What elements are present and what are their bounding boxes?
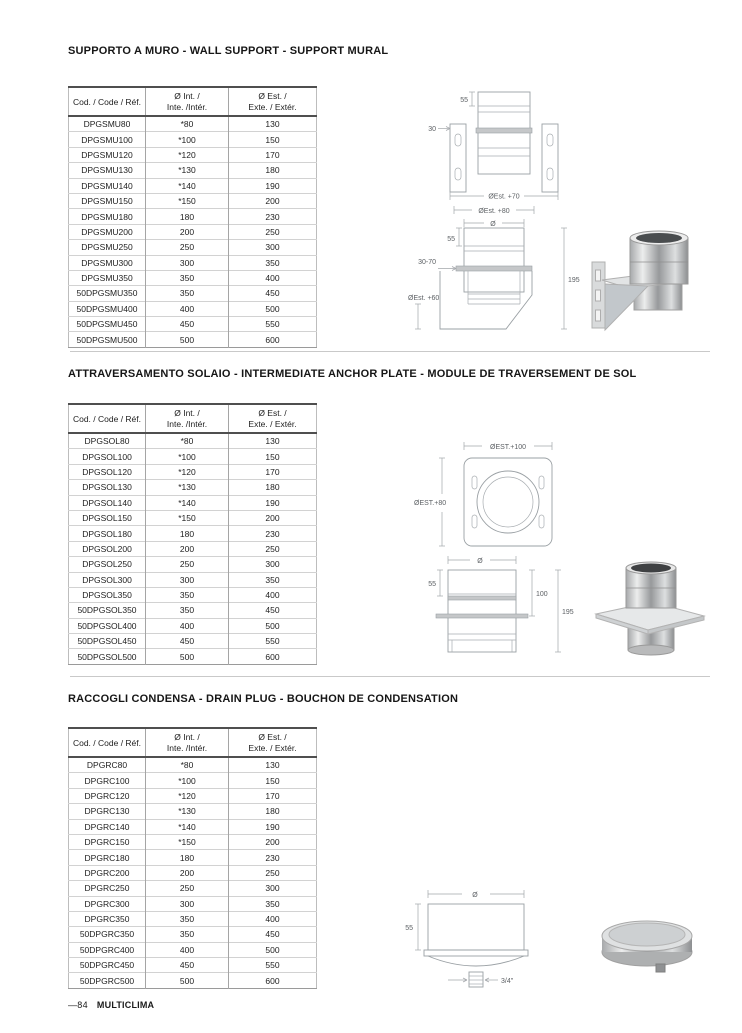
table-cell: 230 [229,850,317,865]
table-cell: DPGRC200 [69,865,146,880]
table-header-row [69,404,317,433]
table-cell: 180 [146,209,229,224]
table-row [69,973,317,988]
table-cell: DPGRC80 [86,760,128,771]
table-cell: 230 [229,526,317,541]
table-cell: 250 [146,881,229,896]
section-title-translations: - INTERMEDIATE ANCHOR PLATE - MODULE DE TRAVERSEMENT DE SOL [230,368,637,381]
table-cell: DPGSMU130 [69,163,146,178]
table-row [69,193,317,208]
table-cell: 190 [229,178,317,193]
table-cell: 450 [229,927,317,942]
table-cell: DPGRC350 [69,911,146,926]
dimension-label: 3/4" [501,978,514,985]
table-cell: 400 [229,270,317,285]
table-cell: 230 [229,209,317,224]
table-cell: DPGSMU300 [69,255,146,270]
table-cell: 350 [146,927,229,942]
dimension-label: Ø [490,221,496,228]
table-cell: 550 [229,634,317,649]
table-cell: DPGSOL150 [69,510,146,525]
table-cell: 200 [146,224,229,239]
table-cell: 350 [229,896,317,911]
table-cell: 400 [146,618,229,633]
drain-plug-product-photo [590,898,708,1003]
table-cell: *120 [146,788,229,803]
table-cell: 500 [229,618,317,633]
dimension-label: ØEst. +60 [408,295,440,302]
table-cell: DPGSMU150 [69,193,146,208]
section-title-translations: - DRAIN PLUG - BOUCHON DE CONDENSATION [195,693,459,706]
dimension-label: ØEst. +70 [488,193,520,201]
table-row [69,557,317,572]
table-cell: DPGSOL120 [69,464,146,479]
section-title-wall-support [68,45,388,57]
column-header-code: Cod. / Code / Réf. [69,404,146,433]
dimension-label: Ø [472,892,478,899]
table-cell: DPGSMU140 [69,178,146,193]
table-cell: *130 [146,804,229,819]
table-cell: 50DPGSMU500 [69,332,146,347]
dimension-label: 55 [428,581,436,588]
table-cell: 190 [229,495,317,510]
table-header-row [69,728,317,757]
table-cell: 400 [146,301,229,316]
table-row [69,270,317,285]
dimension-label: 55 [405,925,413,932]
brand-name: MULTICLIMA [96,1000,155,1010]
table-cell: *80 [146,116,229,132]
table-cell: 500 [146,973,229,988]
table-row [69,896,317,911]
column-header-code: Cod. / Code / Réf. [69,87,146,116]
dimension-label: ØEst. +80 [478,208,510,215]
table-cell: DPGSMU350 [69,270,146,285]
table-cell: 550 [229,317,317,332]
table-cell: 50DPGRC500 [69,973,146,988]
table-row [69,911,317,926]
table-cell: DPGSOL80 [84,436,130,447]
table-row [69,819,317,834]
table-cell: *130 [146,480,229,495]
drain-plug-side-view-diagram [398,880,550,1000]
table-row [69,927,317,942]
table-cell: 600 [229,332,317,347]
table-cell: 180 [229,480,317,495]
page-number: —84 [68,1000,88,1010]
table-cell: 50DPGSMU450 [69,317,146,332]
table-cell: 150 [229,449,317,464]
table-cell: 50DPGSOL450 [69,634,146,649]
table-cell: 180 [146,526,229,541]
table-cell: *140 [146,819,229,834]
page-footer [68,1000,154,1010]
table-cell: 200 [146,865,229,880]
table-cell: 300 [146,572,229,587]
wall-support-spec-table [68,86,317,348]
table-cell: *100 [146,449,229,464]
table-cell: 500 [146,332,229,347]
table-cell: *100 [146,773,229,788]
table-row [69,510,317,525]
table-cell: 350 [229,572,317,587]
table-body [69,116,317,347]
table-cell: DPGSMU120 [69,147,146,162]
table-cell: 170 [229,147,317,162]
section-title-italian: SUPPORTO A MURO [68,45,180,58]
table-row [69,332,317,347]
column-header-code: Cod. / Code / Réf. [69,728,146,757]
table-cell: DPGSOL100 [69,449,146,464]
table-row [69,132,317,147]
column-header-int-diameter: Ø Int. / Inte. /Intér. [146,404,229,433]
table-cell: 450 [146,634,229,649]
section-title-italian: RACCOGLI CONDENSA [68,693,196,706]
table-cell: 50DPGRC350 [69,927,146,942]
table-cell: DPGSOL130 [69,480,146,495]
column-header-ext-diameter: Ø Est. / Exte. / Extér. [229,404,317,433]
table-cell: DPGRC250 [69,881,146,896]
drain-spout [656,964,665,972]
table-row [69,224,317,239]
table-row [69,757,317,773]
table-cell: DPGRC180 [69,850,146,865]
table-row [69,464,317,479]
anchor-plate-spec-table [68,403,317,665]
table-row [69,495,317,510]
table-cell: *150 [146,193,229,208]
table-cell: DPGRC130 [69,804,146,819]
table-cell: 180 [146,850,229,865]
table-cell: 250 [229,865,317,880]
table-cell: 170 [229,788,317,803]
pipe-outline [476,92,532,174]
table-row [69,147,317,162]
table-cell: DPGRC150 [69,834,146,849]
table-cell: 180 [229,163,317,178]
table-row [69,850,317,865]
table-cell: DPGSMU180 [69,209,146,224]
table-cell: 150 [229,132,317,147]
drain-plug-spec-table [68,727,317,989]
table-cell: 450 [229,603,317,618]
table-row [69,209,317,224]
wall-support-product-photo [584,222,702,341]
table-cell: 150 [229,773,317,788]
anchor-plate-top-view-diagram [412,438,580,556]
table-cell: 350 [146,286,229,301]
table-cell: DPGSMU250 [69,240,146,255]
table-cell: 250 [229,541,317,556]
table-cell: 50DPGSOL350 [69,603,146,618]
table-row [69,541,317,556]
table-cell: 190 [229,819,317,834]
table-row [69,526,317,541]
table-cell: 50DPGSOL400 [69,618,146,633]
dimension-label: 55 [460,97,468,104]
column-header-ext-diameter: Ø Est. / Exte. / Extér. [229,728,317,757]
table-body [69,757,317,988]
table-row [69,178,317,193]
table-cell: *150 [146,834,229,849]
wall-rails-outline [450,124,558,192]
table-cell: *80 [146,433,229,449]
section-title-italian: ATTRAVERSAMENTO SOLAIO [68,368,231,381]
table-cell: 250 [146,557,229,572]
table-cell: DPGSOL250 [69,557,146,572]
table-cell: DPGRC140 [69,819,146,834]
column-header-int-diameter: Ø Int. / Inte. /Intér. [146,87,229,116]
table-cell: *130 [146,163,229,178]
table-cell: 250 [146,240,229,255]
dimension-label: Ø [477,558,483,565]
table-cell: DPGRC120 [69,788,146,803]
table-cell: 350 [146,603,229,618]
table-cell: DPGSOL180 [69,526,146,541]
table-row [69,649,317,664]
pipe-outline [456,228,532,304]
table-cell: 600 [229,649,317,664]
table-cell: 300 [146,255,229,270]
table-row [69,587,317,602]
table-row [69,865,317,880]
table-cell: DPGSOL200 [69,541,146,556]
table-row [69,480,317,495]
table-row [69,163,317,178]
dimension-label: ØEST.+100 [490,444,526,451]
table-cell: 50DPGRC400 [69,942,146,957]
dimension-label: ØEST.+80 [414,500,447,507]
table-cell: DPGSOL140 [69,495,146,510]
table-cell: *100 [146,132,229,147]
table-cell: *150 [146,510,229,525]
table-cell: 200 [146,541,229,556]
table-cell: 50DPGSMU350 [69,286,146,301]
dimension-lines [438,92,558,200]
table-cell: DPGRC100 [69,773,146,788]
section-title-translations: - WALL SUPPORT - SUPPORT MURAL [179,45,389,58]
table-cell: 130 [229,757,317,773]
table-cell: 50DPGRC450 [69,958,146,973]
dimension-label: 195 [568,277,580,284]
table-cell: 350 [229,255,317,270]
plate-outline [464,458,552,546]
table-row [69,603,317,618]
anchor-plate-product-photo [590,556,708,667]
wall-support-front-view-diagram [424,86,586,204]
pipe-outline [436,570,528,652]
table-cell: 300 [146,896,229,911]
bracket-outline [440,271,532,329]
table-cell: 130 [229,116,317,132]
column-header-ext-diameter: Ø Est. / Exte. / Extér. [229,87,317,116]
table-row [69,286,317,301]
section-title-drain-plug [68,693,458,705]
table-cell: DPGSMU200 [69,224,146,239]
table-cell: *140 [146,495,229,510]
table-row [69,116,317,132]
table-cell: 500 [146,649,229,664]
table-row [69,942,317,957]
plug-outline [424,904,528,987]
table-row [69,433,317,449]
section-divider [70,351,710,352]
table-cell: 50DPGSMU400 [69,301,146,316]
dimension-label: 195 [562,609,574,616]
table-row [69,788,317,803]
table-cell: 400 [146,942,229,957]
table-cell: *120 [146,464,229,479]
table-row [69,804,317,819]
table-cell: DPGSOL350 [69,587,146,602]
table-row [69,572,317,587]
table-cell: 400 [229,911,317,926]
table-row [69,958,317,973]
table-cell: 300 [229,240,317,255]
dimension-label: 30-70 [418,259,436,266]
table-row [69,618,317,633]
table-cell: 200 [229,193,317,208]
table-row [69,449,317,464]
table-cell: 450 [146,317,229,332]
table-cell: 450 [146,958,229,973]
section-title-anchor-plate [68,368,636,380]
table-cell: 50DPGSOL500 [69,649,146,664]
column-header-int-diameter: Ø Int. / Inte. /Intér. [146,728,229,757]
table-cell: DPGRC300 [69,896,146,911]
dimension-label: 30 [428,126,436,133]
table-cell: DPGSMU80 [83,119,131,130]
table-cell: 300 [229,881,317,896]
wall-support-side-view-diagram [406,198,588,334]
table-cell: 500 [229,301,317,316]
table-row [69,317,317,332]
table-row [69,773,317,788]
table-cell: 300 [229,557,317,572]
dimension-label: 100 [536,591,548,598]
table-header-row [69,87,317,116]
table-cell: *140 [146,178,229,193]
table-cell: DPGSMU100 [69,132,146,147]
table-cell: 450 [229,286,317,301]
table-row [69,881,317,896]
table-body [69,433,317,664]
dimension-label: 55 [447,236,455,243]
table-cell: 350 [146,270,229,285]
table-cell: 130 [229,433,317,449]
table-cell: 180 [229,804,317,819]
table-cell: 200 [229,510,317,525]
table-cell: 200 [229,834,317,849]
section-divider [70,676,710,677]
table-cell: 350 [146,911,229,926]
table-cell: 400 [229,587,317,602]
table-row [69,240,317,255]
table-row [69,834,317,849]
table-row [69,301,317,316]
table-cell: 500 [229,942,317,957]
table-cell: 550 [229,958,317,973]
table-row [69,255,317,270]
table-cell: 600 [229,973,317,988]
table-cell: DPGSOL300 [69,572,146,587]
anchor-plate-side-view-diagram [406,550,578,666]
table-cell: 350 [146,587,229,602]
table-cell: *120 [146,147,229,162]
table-cell: 170 [229,464,317,479]
table-cell: *80 [146,757,229,773]
table-row [69,634,317,649]
table-cell: 250 [229,224,317,239]
